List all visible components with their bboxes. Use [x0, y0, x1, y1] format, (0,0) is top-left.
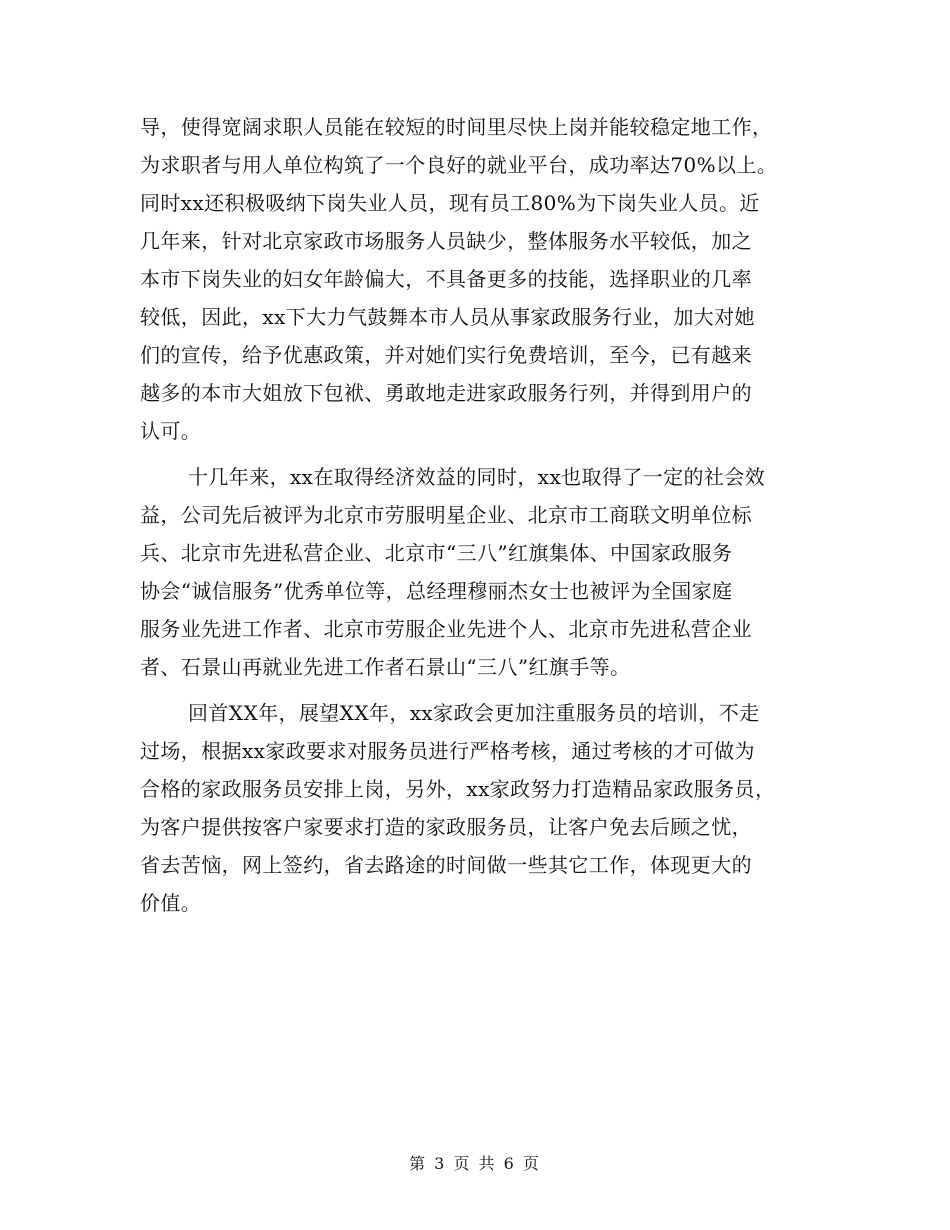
- text-line: 回首XX年，展望XX年，xx家政会更加注重服务员的培训，不走: [188, 701, 760, 725]
- text-line: 们的宣传，给予优惠政策，并对她们实行免费培训，至今，已有越来: [140, 343, 752, 367]
- text-line: 十几年来，xx在取得经济效益的同时，xx也取得了一定的社会效: [188, 465, 766, 489]
- text-line: 益，公司先后被评为北京市劳服明星企业、北京市工商联文明单位标: [140, 503, 752, 527]
- text-line: 几年来，针对北京家政市场服务人员缺少，整体服务水平较低，加之: [140, 229, 752, 253]
- paragraph-spacer: [140, 450, 820, 458]
- text-line: 认可。: [140, 419, 202, 443]
- text-line: 价值。: [140, 891, 202, 915]
- paragraph-3: [140, 694, 820, 922]
- text-line: 过场，根据xx家政要求对服务员进行严格考核，通过考核的才可做为: [140, 739, 755, 763]
- text-line: 同时xx还积极吸纳下岗失业人员，现有员工80%为下岗失业人员。近: [140, 191, 760, 215]
- text-line: 本市下岗失业的妇女年龄偏大，不具备更多的技能，选择职业的几率: [140, 267, 752, 291]
- text-line: 兵、北京市先进私营企业、北京市“三八”红旗集体、中国家政服务: [140, 541, 733, 565]
- text-line: 者、石景山再就业先进工作者石景山“三八”红旗手等。: [140, 655, 631, 679]
- text-line: 为求职者与用人单位构筑了一个良好的就业平台，成功率达70%以上。: [140, 153, 778, 177]
- text-line: 服务业先进工作者、北京市劳服企业先进个人、北京市先进私营企业: [140, 617, 752, 641]
- text-line: 较低，因此，xx下大力气鼓舞本市人员从事家政服务行业，加大对她: [140, 305, 755, 329]
- text-line: 协会“诚信服务”优秀单位等，总经理穆丽杰女士也被评为全国家庭: [140, 579, 733, 603]
- text-line: 越多的本市大姐放下包袱、勇敢地走进家政服务行列，并得到用户的: [140, 381, 752, 405]
- paragraph-1: [140, 108, 820, 450]
- text-line: 省去苦恼，网上签约，省去路途的时间做一些其它工作，体现更大的: [140, 853, 752, 877]
- text-line: 合格的家政服务员安排上岗，另外，xx家政努力打造精品家政服务员，: [140, 777, 776, 801]
- body-text: [140, 108, 820, 922]
- paragraph-2: [140, 458, 820, 686]
- page-number-footer: 第 3 页 共 6 页: [409, 1154, 541, 1173]
- paragraph-spacer: [140, 686, 820, 694]
- text-line: 为客户提供按客户家要求打造的家政服务员，让客户免去后顾之忧，: [140, 815, 752, 839]
- text-line: 导，使得宽阔求职人员能在较短的时间里尽快上岗并能较稳定地工作，: [140, 115, 773, 139]
